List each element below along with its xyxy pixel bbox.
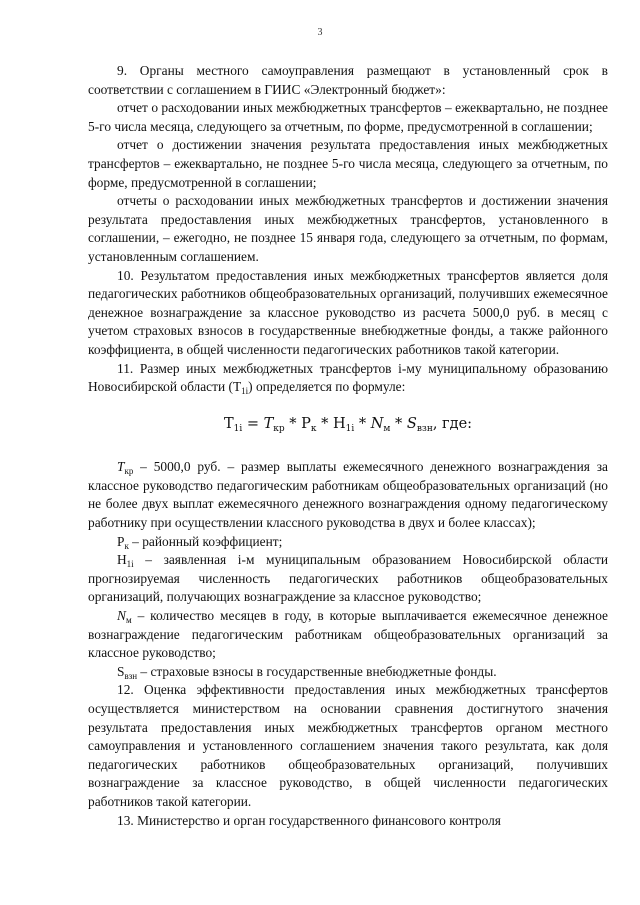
def-p-k (88, 533, 608, 552)
formula-op-3: * (354, 415, 371, 432)
def-p-k-symbol: Р (117, 533, 125, 549)
formula-h-sub: 1i (345, 423, 355, 434)
formula-lhs-sub: 1i (233, 423, 243, 434)
formula-t-sub: кр (273, 423, 285, 434)
formula-eq: = (242, 415, 264, 432)
page-number: 3 (317, 27, 323, 38)
clause-11-sub: 1i (241, 386, 249, 397)
clause-13: 13. Министерство и орган государственного финансового контроля (117, 812, 501, 828)
clause-11-text-a: 11. Размер иных межбюджетных трансфертов i-му муниципальному образованию Новосибирской области (Т (88, 360, 608, 395)
def-s-vzn-text: – страховые взносы в государственные внебюджетные фонды. (137, 663, 497, 679)
def-t-kr-symbol: T (117, 459, 125, 475)
def-p-k-subscript: к (124, 540, 129, 551)
formula-s: S (406, 415, 417, 432)
def-h-1i-subscript: 1i (126, 559, 134, 570)
def-s-vzn (88, 663, 608, 682)
formula-lhs: Т (223, 415, 234, 432)
clause-9-item-2: отчет о достижении значения результата предоставления иных межбюджетных трансфертов – ежеквартально, не позднее 5-го числа месяца, следующего за отчетным, по форме, предусмотренной в соглашении; (88, 137, 608, 190)
formula-op-1: * (284, 415, 302, 432)
clause-9-item-3: отчеты о расходовании иных межбюджетных трансфертов и достижении значения результата предоставления иных межбюджетных трансфертов, установленного в соглашении, – ежегодно, не позднее 15 января года, следующего за отчетным, по формам, установленным соглашением. (88, 193, 608, 264)
formula-t: T (263, 415, 274, 432)
formula-n-sub: м (383, 423, 391, 434)
formula-op-4: * (390, 415, 407, 432)
clauses-12-13 (88, 681, 608, 830)
formula-op-2: * (316, 415, 333, 432)
formula-p: Р (301, 415, 311, 432)
formula-p-sub: к (310, 423, 317, 434)
def-h-1i (88, 551, 608, 607)
def-h-1i-symbol: Н (117, 552, 127, 568)
def-t-kr (88, 458, 608, 532)
clause-10: 10. Результатом предоставления иных межбюджетных трансфертов является доля педагогических работников общеобразовательных организаций, получивших ежемесячное денежное вознаграждение за классное руководство из расчета 5000,0 руб. в месяц с учетом страховых взносов в государственные внебюджетные фонды, а также районного коэффициента, в общей численности педагогических работников такой категории. (88, 267, 608, 357)
clause-9-intro: 9. Органы местного самоуправления размещают в установленный срок в соответствии с соглашением в ГИИС «Электронный бюджет»: (88, 63, 608, 97)
def-n-m-text: – количество месяцев в году, в которые выплачивается ежемесячное денежное вознаграждение педагогическим работникам общеобразовательных организаций за классное руководство; (88, 608, 608, 661)
def-h-1i-text: – заявленная i-м муниципальным образованием Новосибирской области прогнозируемая численность педагогических работников общеобразовательных организаций, получающих вознаграждение за классное руководство; (88, 552, 608, 605)
def-t-kr-subscript: кр (124, 466, 134, 477)
definitions (88, 458, 608, 681)
def-n-m (88, 607, 608, 663)
def-s-vzn-symbol: S (117, 663, 125, 679)
clause-11 (88, 360, 608, 397)
clause-12: 12. Оценка эффективности предоставления иных межбюджетных трансфертов осуществляется министерством на основании сравнения достигнутого значения результата предоставления иных межбюджетных трансфертов органом местного самоуправления и установленного соглашением значения такого результата, как доля педагогических работников общеобразовательных организаций, получивших вознаграждение за классное руководство, в общей численности педагогических работников такой категории. (88, 682, 608, 809)
clauses-9-10 (88, 62, 608, 360)
document-body (88, 62, 608, 830)
formula (88, 415, 608, 434)
def-n-m-subscript: м (125, 615, 132, 626)
formula-s-sub: взн (416, 423, 433, 434)
def-t-kr-text: – 5000,0 руб. – размер выплаты ежемесячного денежного вознаграждения за классное руководство педагогическим работникам общеобразовательных организаций (но не более двух выплат ежемесячного денежного вознаграждения одному педагогическому работнику при осуществлении классного руководства в двух и более классах); (88, 459, 608, 531)
formula-n: N (370, 415, 384, 432)
def-s-vzn-subscript: взн (124, 670, 138, 681)
formula-tail: , где: (432, 415, 473, 432)
def-n-m-symbol: N (117, 608, 126, 624)
def-p-k-text: – районный коэффициент; (128, 533, 283, 549)
formula-h: Н (333, 415, 346, 432)
clause-11-text-b: ) определяется по формуле: (248, 379, 406, 395)
clause-9-item-1: отчет о расходовании иных межбюджетных трансфертов – ежеквартально, не позднее 5-го числа месяца, следующего за отчетным, по форме, предусмотренной в соглашении; (88, 100, 608, 134)
